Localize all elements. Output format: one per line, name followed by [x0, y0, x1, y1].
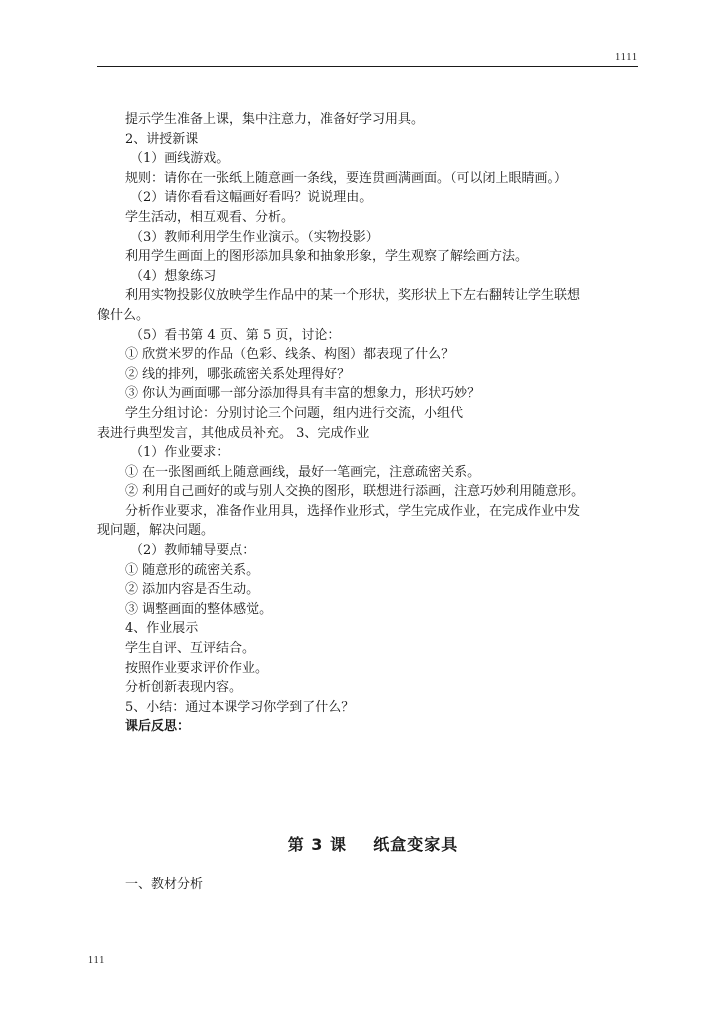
- text-line: 学生活动，相互观看、分析。: [125, 209, 295, 225]
- text-line: ① 欣赏米罗的作品（色彩、线条、构图）都表现了什么？: [125, 347, 455, 363]
- text-line: 学生分组讨论：分别讨论三个问题，组内进行交流，小组代: [125, 405, 464, 421]
- text-line: 提示学生准备上课，集中注意力，准备好学习用具。: [125, 112, 425, 127]
- text-line: 分析创新表现内容。: [125, 680, 243, 696]
- text-line: 课后反思：: [125, 719, 191, 735]
- lesson-body: [97, 110, 642, 737]
- text-line: 表进行典型发言，其他成员补充。 3、完成作业: [97, 425, 370, 441]
- text-line: 规则：请你在一张纸上随意画一条线，要连贯画满画面。（可以闭上眼睛画。）: [125, 170, 568, 186]
- text-line: 4、作业展示: [125, 621, 199, 637]
- text-line: 利用学生画面上的图形添加具象和抽象形象，学生观察了解绘画方法。: [125, 249, 529, 265]
- text-line: 按照作业要求评价作业。: [125, 660, 269, 676]
- header-rule: [97, 66, 638, 67]
- text-line: 像什么。: [97, 307, 150, 323]
- text-line: ② 添加内容是否生动。: [125, 582, 260, 598]
- text-line: ② 利用自己画好的或与别人交换的图形，联想进行添画，注意巧妙利用随意形。: [125, 484, 585, 500]
- header-page-number: 1111: [615, 52, 638, 63]
- text-line: ② 线的排列，哪张疏密关系处理得好？: [125, 366, 351, 382]
- text-line: ③ 你认为画面哪一部分添加得具有丰富的想象力，形状巧妙？: [125, 386, 481, 402]
- text-line: 利用实物投影仪放映学生作品中的某一个形状，奖形状上下左右翻转让学生联想: [125, 288, 581, 304]
- text-line: （2）教师辅导要点：: [130, 543, 256, 559]
- text-line: （1）画线游戏。: [130, 151, 230, 167]
- lesson-title: 第 3 课 纸盒变家具: [287, 835, 459, 854]
- text-line: （3）教师利用学生作业演示。（实物投影）: [130, 229, 379, 245]
- text-line: 学生自评、互评结合。: [125, 641, 256, 657]
- text-line: （5）看书第 4 页、第 5 页，讨论：: [130, 327, 341, 343]
- section-heading: 一、教材分析: [125, 877, 204, 892]
- text-line: 现问题，解决问题。: [97, 523, 215, 539]
- text-line: （4）想象练习: [130, 268, 217, 284]
- text-line: ① 在一张图画纸上随意画线，最好一笔画完，注意疏密关系。: [125, 464, 481, 480]
- text-line: ③ 调整画面的整体感觉。: [125, 601, 273, 617]
- text-line: （2）请你看看这幅画好看吗？说说理由。: [130, 190, 373, 206]
- text-line: 2、讲授新课: [125, 131, 199, 147]
- text-line: ① 随意形的疏密关系。: [125, 562, 260, 578]
- text-line: 分析作业要求，准备作业用具，选择作业形式，学生完成作业，在完成作业中发: [125, 503, 581, 519]
- footer-page-number: 111: [88, 955, 106, 966]
- text-line: （1）作业要求：: [130, 445, 230, 461]
- text-line: 5、小结：通过本课学习你学到了什么？: [125, 699, 355, 715]
